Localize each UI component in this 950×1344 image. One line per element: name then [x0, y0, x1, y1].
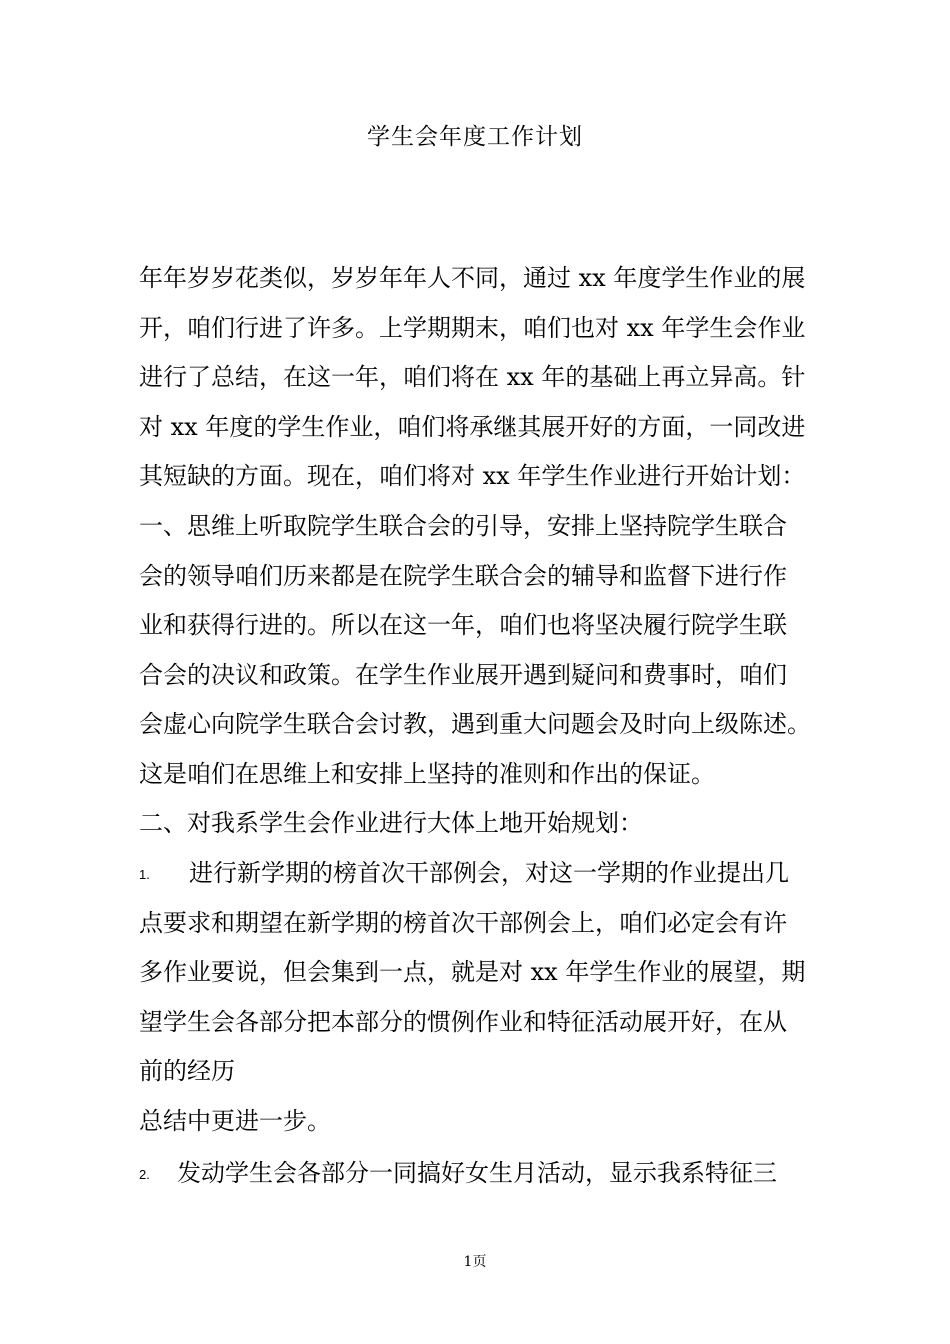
- paragraph-line: 总结中更进一步。: [139, 1107, 331, 1135]
- list-item-text: 进行新学期的榜首次干部例会，对这一学期的作业提出几: [189, 859, 789, 887]
- paragraph-line: 业和获得行进的。所以在这一年，咱们也将坚决履行院学生联: [139, 611, 787, 639]
- paragraph-line: 开，咱们行进了许多。上学期期末，咱们也对 xx 年学生会作业: [139, 314, 806, 342]
- paragraph-line: 对 xx 年度的学生作业，咱们将承继其展开好的方面，一同改进: [139, 413, 806, 441]
- paragraph-line: 合会的决议和政策。在学生作业展开遇到疑问和费事时，咱们: [139, 661, 787, 689]
- paragraph-line: 前的经历: [139, 1057, 235, 1085]
- paragraph-line: 年年岁岁花类似，岁岁年年人不同，通过 xx 年度学生作业的展: [139, 264, 806, 292]
- list-number: 2.: [139, 1166, 150, 1182]
- list-item-1: [139, 858, 789, 890]
- paragraph-line: 会的领导咱们历来都是在院学生联合会的辅导和监督下进行作: [139, 562, 787, 590]
- list-number: 1.: [139, 866, 150, 882]
- paragraph-line: 这是咱们在思维上和安排上坚持的准则和作出的保证。: [139, 760, 715, 788]
- paragraph-line: 会虚心向院学生联合会讨教，遇到重大问题会及时向上级陈述。: [139, 710, 811, 738]
- paragraph-line: 点要求和期望在新学期的榜首次干部例会上，咱们必定会有许: [139, 909, 787, 937]
- paragraph-line: 望学生会各部分把本部分的惯例作业和特征活动展开好，在从: [139, 1008, 787, 1036]
- paragraph-line: 多作业要说，但会集到一点，就是对 xx 年学生作业的展望，期: [139, 958, 806, 986]
- paragraph-line: 其短缺的方面。现在，咱们将对 xx 年学生作业进行开始计划：: [139, 462, 806, 490]
- page-number: 1页: [463, 1254, 487, 1270]
- section-heading-2: 二、对我系学生会作业进行大体上地开始规划：: [139, 809, 643, 837]
- list-item-2: [139, 1158, 777, 1190]
- list-item-text: 发动学生会各部分一同搞好女生月活动，显示我系特征三: [177, 1159, 777, 1187]
- document-title: 学生会年度工作计划: [367, 124, 583, 150]
- paragraph-line: 进行了总结，在这一年，咱们将在 xx 年的基础上再立异高。针: [139, 363, 806, 391]
- section-heading-1: 一、思维上听取院学生联合会的引导，安排上坚持院学生联合: [139, 512, 787, 540]
